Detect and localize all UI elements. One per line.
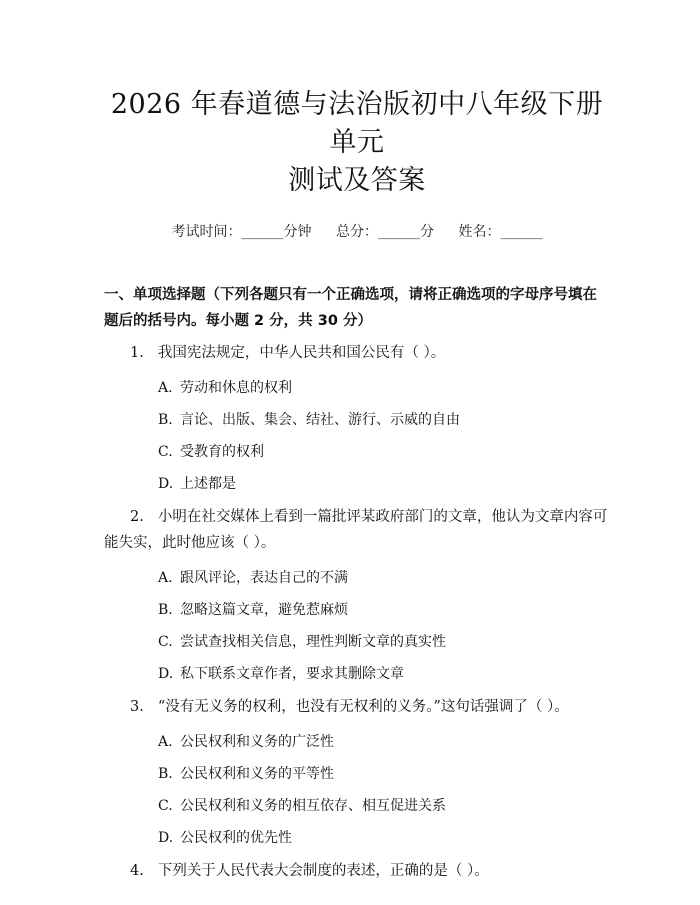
option-item — [158, 442, 610, 462]
option-text: 公民权利和义务的相互依存、相互促进关系 — [180, 798, 446, 814]
option-item — [158, 732, 610, 752]
question-text: 我国宪法规定，中华人民共和国公民有（ ）。 — [157, 345, 446, 361]
option-item — [158, 600, 610, 620]
option-text: 劳动和休息的权利 — [180, 380, 292, 396]
document-title — [104, 86, 610, 200]
option-text: 忽略这篇文章，避免惹麻烦 — [180, 602, 348, 618]
option-text: 言论、出版、集会、结社、游行、示威的自由 — [180, 412, 460, 428]
option-letter: C. — [158, 444, 173, 460]
option-text: 私下联系文章作者，要求其删除文章 — [180, 666, 404, 682]
question-2-options — [104, 568, 610, 684]
option-letter: B. — [158, 412, 173, 428]
question-number: 1. — [130, 345, 144, 361]
section-heading-1: 一、单项选择题（下列各题只有一个正确选项，请将正确选项的字母序号填在题后的括号内。每小题 2 分，共 30 分） — [104, 287, 597, 329]
option-item — [158, 664, 610, 684]
option-letter: D. — [158, 476, 174, 492]
question-text: 小明在社交媒体上看到一篇批评某政府部门的文章，他认为文章内容可能失实，此时他应该（ ）。 — [104, 509, 608, 551]
exam-name: 姓名：______ — [458, 224, 543, 240]
question-number: 2. — [130, 509, 144, 525]
option-letter: D. — [158, 666, 174, 682]
question-1-options — [104, 378, 610, 494]
option-item — [158, 828, 610, 848]
title-line-2: 测试及答案 — [288, 165, 426, 196]
exam-time: 考试时间：______分钟 — [171, 224, 312, 240]
option-letter: B. — [158, 766, 173, 782]
option-item — [158, 410, 610, 430]
option-item — [158, 474, 610, 494]
exam-info — [104, 222, 610, 242]
option-text: 跟风评论，表达自己的不满 — [180, 570, 348, 586]
exam-score: 总分：______分 — [336, 224, 434, 240]
option-letter: C. — [158, 798, 173, 814]
option-letter: A. — [158, 380, 173, 396]
option-text: 受教育的权利 — [180, 444, 264, 460]
option-text: 公民权利的优先性 — [180, 830, 292, 846]
option-letter: B. — [158, 602, 173, 618]
option-text: 公民权利和义务的广泛性 — [180, 734, 334, 750]
question-number: 4. — [130, 863, 144, 879]
question-number: 3. — [130, 699, 144, 715]
option-letter: A. — [158, 570, 173, 586]
option-item — [158, 632, 610, 652]
option-text: 公民权利和义务的平等性 — [180, 766, 334, 782]
question-4 — [104, 858, 610, 884]
question-text: “没有无义务的权利，也没有无权利的义务。”这句话强调了（ ）。 — [157, 699, 569, 715]
option-text: 尝试查找相关信息，理性判断文章的真实性 — [180, 634, 446, 650]
option-text: 上述都是 — [180, 476, 236, 492]
question-3 — [104, 694, 610, 720]
question-1 — [104, 340, 610, 366]
option-item — [158, 796, 610, 816]
option-letter: C. — [158, 634, 173, 650]
title-line-1: 2026 年春道德与法治版初中八年级下册单元 — [110, 89, 604, 158]
question-3-options — [104, 732, 610, 848]
option-item — [158, 378, 610, 398]
option-letter: A. — [158, 734, 173, 750]
option-item — [158, 568, 610, 588]
option-letter: D. — [158, 830, 174, 846]
option-item — [158, 764, 610, 784]
question-text: 下列关于人民代表大会制度的表述，正确的是（ ）。 — [157, 863, 489, 879]
question-2 — [104, 504, 610, 556]
